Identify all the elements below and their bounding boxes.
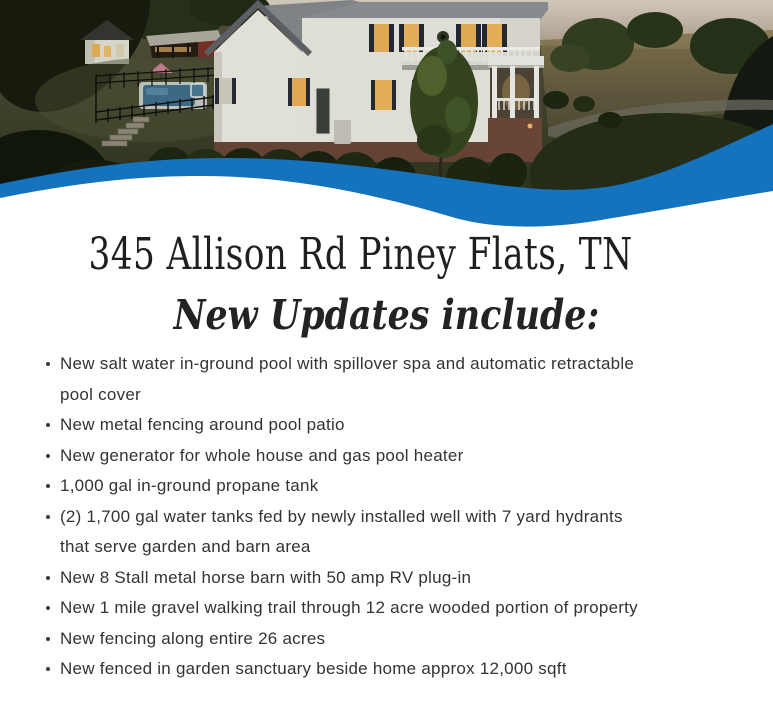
update-item: New salt water in-ground pool with spillover spa and automatic retractable pool cover xyxy=(60,349,652,410)
property-photo xyxy=(0,0,773,240)
update-item: New metal fencing around pool patio xyxy=(60,410,652,441)
update-item: New 1 mile gravel walking trail through 12 acre wooded portion of property xyxy=(60,593,652,624)
update-item: New generator for whole house and gas pool heater xyxy=(60,441,652,472)
update-item: New fenced in garden sanctuary beside home approx 12,000 sqft xyxy=(60,654,652,685)
address-title: 345 Allison Rd Piney Flats, TN xyxy=(88,229,633,280)
update-item: New 8 Stall metal horse barn with 50 amp RV plug-in xyxy=(60,563,652,594)
update-item: (2) 1,700 gal water tanks fed by newly installed well with 7 yard hydrants that serve garden and barn area xyxy=(60,502,652,563)
update-item: New fencing along entire 26 acres xyxy=(60,624,652,655)
update-item: 1,000 gal in-ground propane tank xyxy=(60,471,652,502)
updates-heading: New Updates include: xyxy=(173,291,600,339)
updates-list xyxy=(60,349,652,685)
